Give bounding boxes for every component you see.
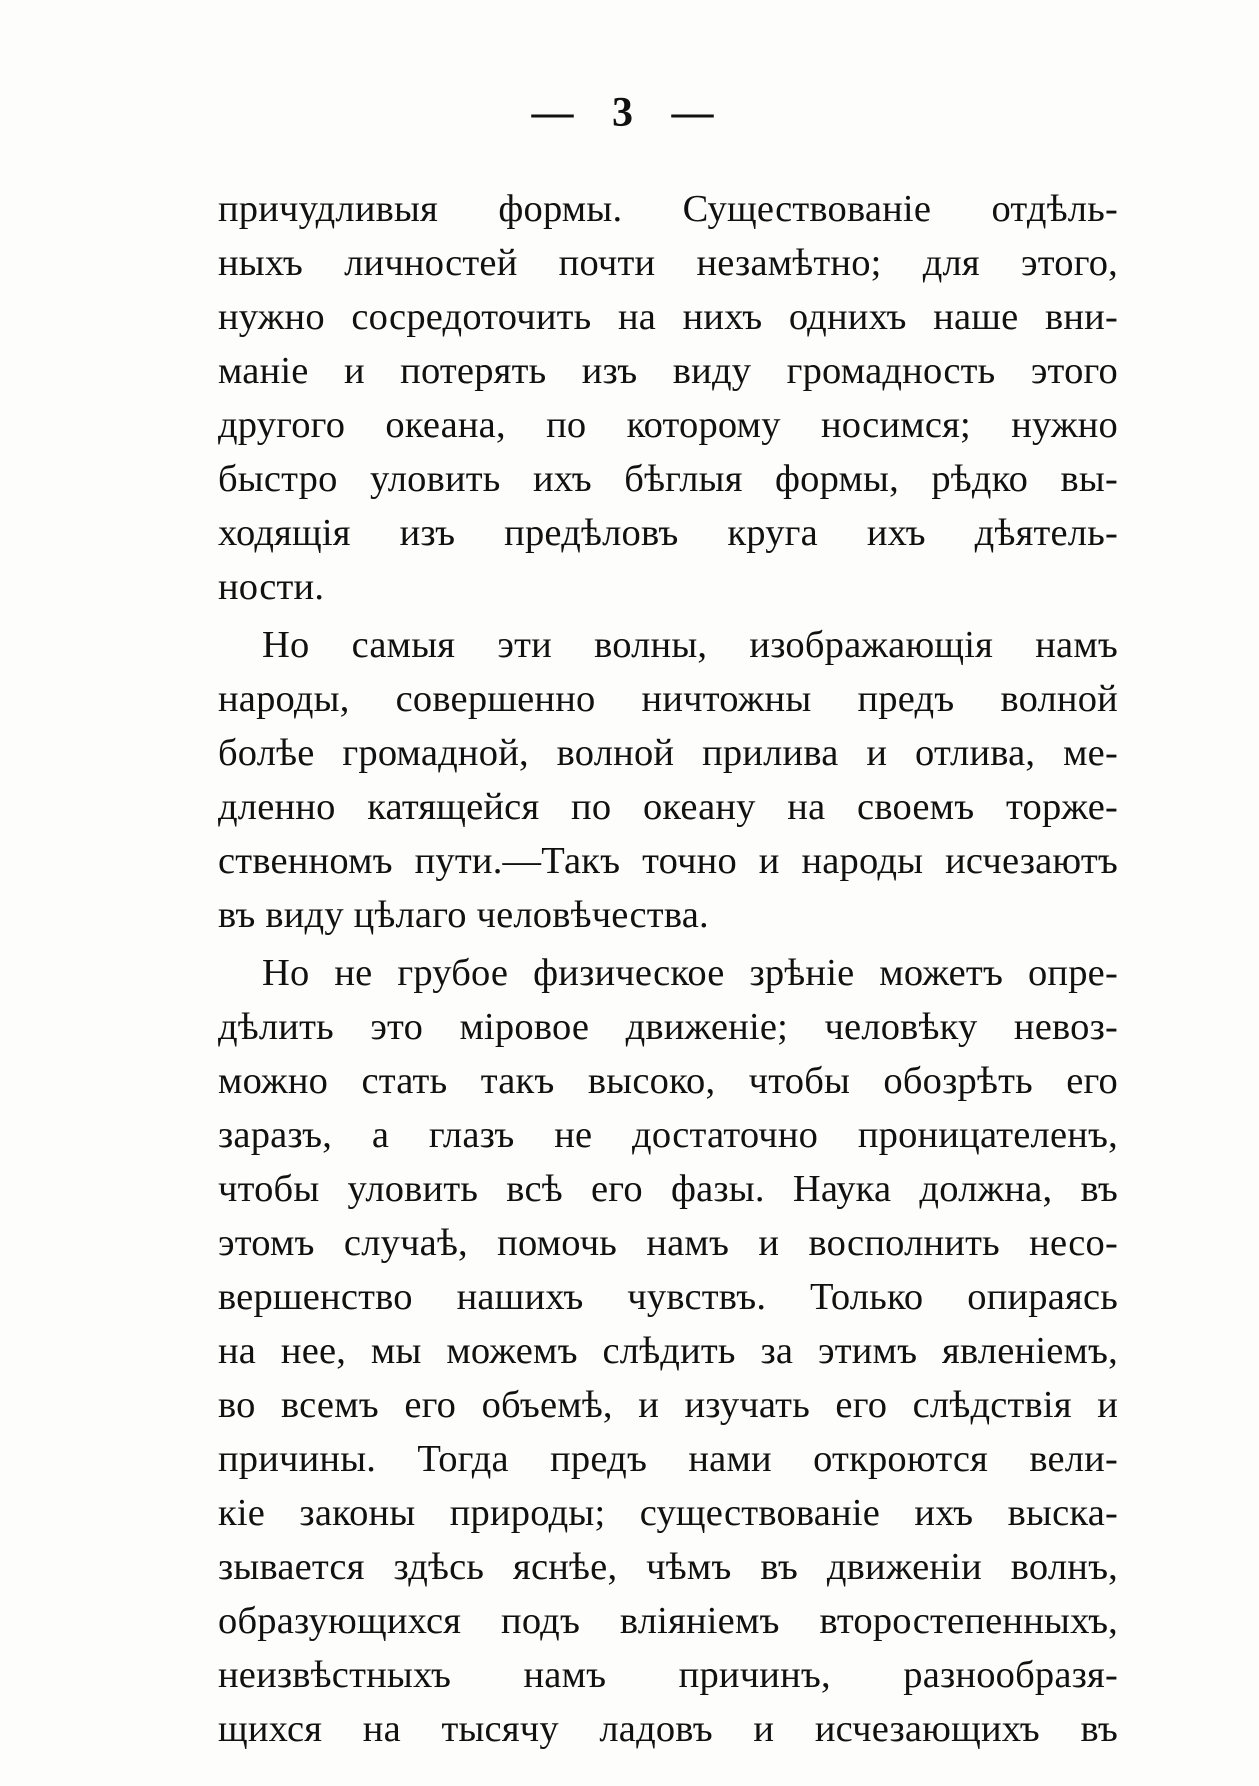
- text-line: быстро уловить ихъ бѣглыя формы, рѣдко вы-: [218, 458, 1118, 500]
- text-line: вершенство нашихъ чувствъ. Только опираясь: [218, 1276, 1118, 1318]
- text-line: ственномъ пути.—Такъ точно и народы исчезаютъ: [218, 840, 1118, 882]
- text-line: заразъ, а глазъ не достаточно проницателенъ,: [218, 1114, 1118, 1156]
- text-line: чтобы уловить всѣ его фазы. Наука должна, въ: [218, 1168, 1118, 1210]
- text-line: болѣе громадной, волной прилива и отлива, ме-: [218, 732, 1118, 774]
- body-text: [218, 182, 1118, 1756]
- page-number: — 3 —: [531, 90, 728, 136]
- text-line: неизвѣстныхъ намъ причинъ, разнообразя-: [218, 1654, 1118, 1696]
- text-line: другого океана, по которому носимся; нужно: [218, 404, 1118, 446]
- text-line: Но самыя эти волны, изображающія намъ: [262, 624, 1118, 666]
- text-line: зывается здѣсь яснѣе, чѣмъ въ движеніи волнъ,: [218, 1546, 1118, 1588]
- text-line: въ виду цѣлаго человѣчества.: [218, 894, 709, 936]
- text-line: дѣлить это міровое движеніе; человѣку невоз-: [218, 1006, 1118, 1048]
- paragraph: [218, 618, 1118, 942]
- text-line: ности.: [218, 566, 325, 608]
- text-line: маніе и потерять изъ виду громадность этого: [218, 350, 1118, 392]
- text-line: причудливыя формы. Существованіе отдѣль-: [218, 188, 1118, 230]
- text-line: нужно сосредоточить на нихъ однихъ наше вни-: [218, 296, 1118, 338]
- text-line: ныхъ личностей почти незамѣтно; для этого,: [218, 242, 1118, 284]
- paragraph: [218, 946, 1118, 1756]
- text-line: кіе законы природы; существованіе ихъ выска-: [218, 1492, 1118, 1534]
- text-line: народы, совершенно ничтожны предъ волной: [218, 678, 1118, 720]
- text-line: ходящія изъ предѣловъ круга ихъ дѣятель-: [218, 512, 1118, 554]
- text-line: щихся на тысячу ладовъ и исчезающихъ въ: [218, 1708, 1118, 1750]
- text-line: можно стать такъ высоко, чтобы обозрѣть его: [218, 1060, 1118, 1102]
- text-line: образующихся подъ вліяніемъ второстепенныхъ,: [218, 1600, 1118, 1642]
- text-line: Но не грубое физическое зрѣніе можетъ опре-: [262, 952, 1118, 994]
- text-line: во всемъ его объемѣ, и изучать его слѣдствія и: [218, 1384, 1118, 1426]
- paragraph: [218, 182, 1118, 614]
- text-line: этомъ случаѣ, помочь намъ и восполнить несо-: [218, 1222, 1118, 1264]
- text-line: на нее, мы можемъ слѣдить за этимъ явленіемъ,: [218, 1330, 1118, 1372]
- text-line: причины. Тогда предъ нами откроются вели-: [218, 1438, 1118, 1480]
- text-line: дленно катящейся по океану на своемъ торже-: [218, 786, 1118, 828]
